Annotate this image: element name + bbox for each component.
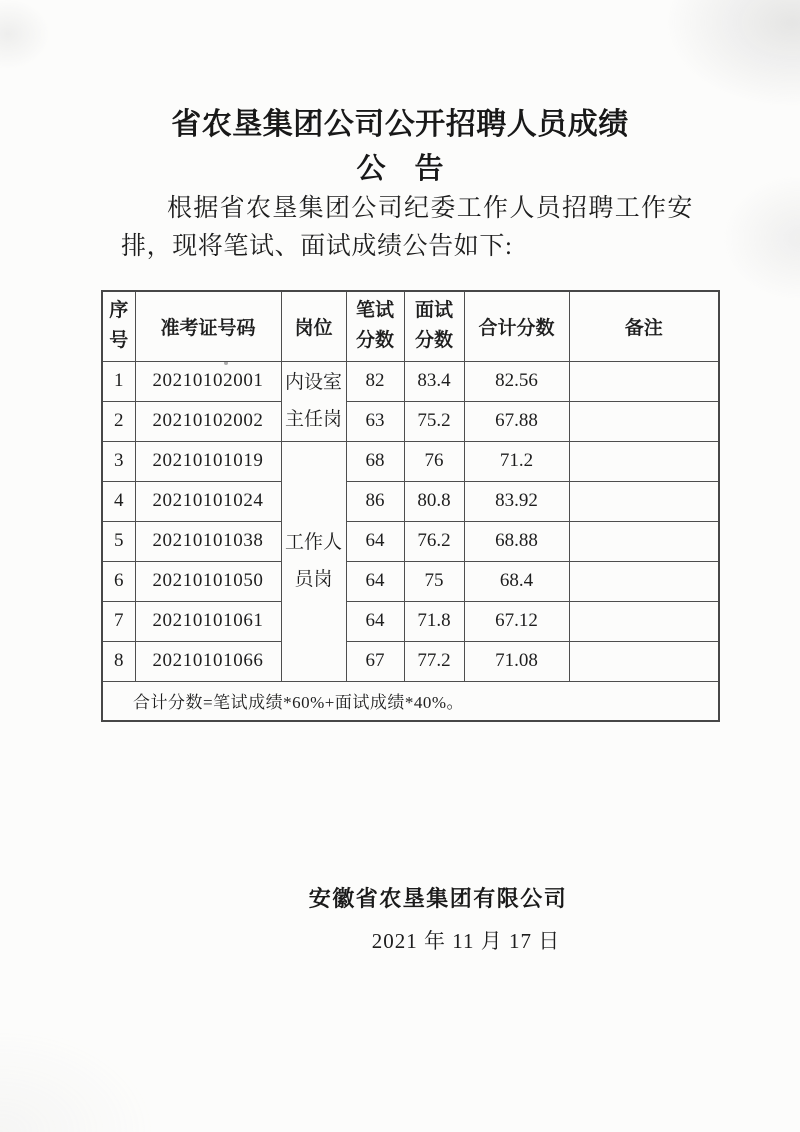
col-header-seq-line1: 序 (109, 300, 129, 322)
table-header-row (102, 291, 719, 361)
cell-remark (569, 481, 719, 521)
table-row (102, 601, 719, 641)
cell-written-score: 64 (346, 601, 404, 641)
cell-exam-number: 20210101061 (135, 601, 281, 641)
document-subtitle: 公 告 (356, 153, 444, 185)
position-group-1-line1: 内设室 (284, 372, 342, 393)
cell-written-score: 67 (346, 641, 404, 681)
cell-seq: 7 (102, 601, 135, 641)
cell-remark (569, 401, 719, 441)
table-row (102, 441, 719, 481)
cell-seq: 1 (102, 361, 135, 401)
cell-total-score: 83.92 (464, 481, 569, 521)
col-header-interview-line2: 分数 (414, 330, 453, 352)
cell-exam-number: 20210101024 (135, 481, 281, 521)
cell-seq: 4 (102, 481, 135, 521)
cell-remark (569, 441, 719, 481)
cell-seq: 6 (102, 561, 135, 601)
cell-remark (569, 521, 719, 561)
cell-interview-score: 71.8 (404, 601, 464, 641)
cell-position-group-1 (281, 361, 346, 441)
cell-exam-number: 20210102002 (135, 401, 281, 441)
cell-seq: 8 (102, 641, 135, 681)
cell-written-score: 63 (346, 401, 404, 441)
cell-interview-score: 77.2 (404, 641, 464, 681)
cell-exam-number: 20210101050 (135, 561, 281, 601)
cell-total-score: 71.08 (464, 641, 569, 681)
cell-seq: 3 (102, 441, 135, 481)
score-formula-note: 合计分数=笔试成绩*60%+面试成绩*40%。 (102, 681, 719, 721)
cell-total-score: 71.2 (464, 441, 569, 481)
cell-seq: 5 (102, 521, 135, 561)
cell-total-score: 68.4 (464, 561, 569, 601)
table-row (102, 481, 719, 521)
cell-remark (569, 601, 719, 641)
col-header-position: 岗位 (281, 291, 346, 361)
cell-interview-score: 75.2 (404, 401, 464, 441)
col-header-interview-line1: 面试 (414, 300, 453, 322)
table-row (102, 521, 719, 561)
col-header-seq (102, 291, 135, 361)
table-row (102, 361, 719, 401)
signature-company: 安徽省农垦集团有限公司 (308, 886, 568, 911)
position-group-2-line2: 员岗 (294, 569, 333, 590)
cell-position-group-2 (281, 441, 346, 681)
cell-written-score: 64 (346, 561, 404, 601)
cell-exam-number: 20210101019 (135, 441, 281, 481)
position-group-2-line1: 工作人 (284, 532, 342, 553)
cell-total-score: 67.12 (464, 601, 569, 641)
cell-exam-number: 20210101038 (135, 521, 281, 561)
position-group-1-line2: 主任岗 (284, 409, 342, 430)
cell-written-score: 68 (346, 441, 404, 481)
cell-interview-score: 80.8 (404, 481, 464, 521)
col-header-remark: 备注 (569, 291, 719, 361)
table-row (102, 641, 719, 681)
cell-written-score: 82 (346, 361, 404, 401)
col-header-written-score (346, 291, 404, 361)
cell-interview-score: 83.4 (404, 361, 464, 401)
cell-seq: 2 (102, 401, 135, 441)
cell-interview-score: 76.2 (404, 521, 464, 561)
cell-interview-score: 76 (404, 441, 464, 481)
cell-written-score: 86 (346, 481, 404, 521)
cell-total-score: 67.88 (464, 401, 569, 441)
cell-remark (569, 561, 719, 601)
table-footer-row (102, 681, 719, 721)
scores-table (101, 290, 720, 722)
cell-remark (569, 361, 719, 401)
document-title: 省农垦集团公司公开招聘人员成绩 (171, 108, 629, 141)
cell-remark (569, 641, 719, 681)
cell-total-score: 82.56 (464, 361, 569, 401)
cell-exam-number: 20210102001 (135, 361, 281, 401)
col-header-written-line2: 分数 (355, 330, 394, 352)
col-header-exam-number: 准考证号码 (135, 291, 281, 361)
col-header-total-score: 合计分数 (464, 291, 569, 361)
cell-exam-number: 20210101066 (135, 641, 281, 681)
intro-paragraph: 根据省农垦集团公司纪委工作人员招聘工作安排，现将笔试、面试成绩公告如下: (121, 195, 693, 260)
cell-total-score: 68.88 (464, 521, 569, 561)
col-header-written-line1: 笔试 (355, 300, 394, 322)
col-header-seq-line2: 号 (109, 330, 129, 352)
cell-interview-score: 75 (404, 561, 464, 601)
col-header-interview-score (404, 291, 464, 361)
table-row (102, 561, 719, 601)
cell-written-score: 64 (346, 521, 404, 561)
table-row (102, 401, 719, 441)
signature-date: 2021 年 11 月 17 日 (371, 929, 561, 953)
